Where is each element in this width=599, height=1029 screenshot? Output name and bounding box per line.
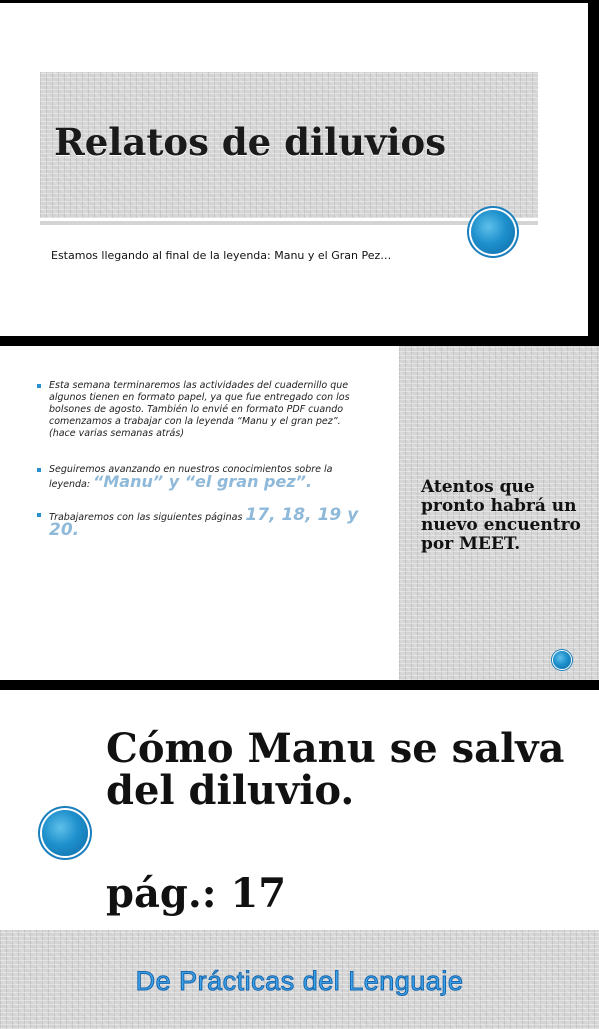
footer-label: De Prácticas del Lenguaje: [135, 966, 464, 996]
slide-1-title: Relatos de diluvios: [54, 120, 447, 164]
bullet-2-text: Seguiremos avanzando en nuestros conocimientos sobre la leyenda:: [49, 464, 333, 490]
slide-3: [0, 690, 599, 1029]
bullet-item-1: Esta semana terminaremos las actividades del cuadernillo que algunos tienen en formato papel, ya que fue entregado con los bolsones de agosto. También lo envié en formato PDF cuando comenzamos a trabajar con la leyenda “Manu y el gran pez”. (hace varias semanas atrás): [37, 380, 367, 440]
slide-1: [0, 3, 588, 336]
blue-circle-icon: [42, 810, 88, 856]
blue-circle-icon: [471, 210, 515, 254]
bullet-item-2: [37, 464, 367, 491]
page-number: pág.: 17: [106, 870, 287, 917]
slide-1-subtitle: Estamos llegando al final de la leyenda: Manu y el Gran Pez…: [51, 249, 392, 262]
slide-3-title: Cómo Manu se salva del diluvio.: [106, 725, 565, 814]
bullet-item-3: [37, 505, 367, 540]
title-band: [40, 72, 538, 218]
side-note: Atentos que pronto habrá un nuevo encuentro por MEET.: [421, 477, 581, 554]
bullet-3-text: Trabajaremos con las siguientes páginas: [49, 512, 246, 523]
side-panel: [399, 346, 599, 680]
blue-dot-icon: [553, 651, 571, 669]
bullet-2-highlight: “Manu” y “el gran pez”.: [93, 472, 313, 491]
bullet-3-pages: 17, 18, 19 y 20.: [49, 505, 359, 540]
footer-band: [0, 930, 599, 1029]
slide-2: [0, 346, 599, 680]
bullet-list: [37, 380, 367, 557]
